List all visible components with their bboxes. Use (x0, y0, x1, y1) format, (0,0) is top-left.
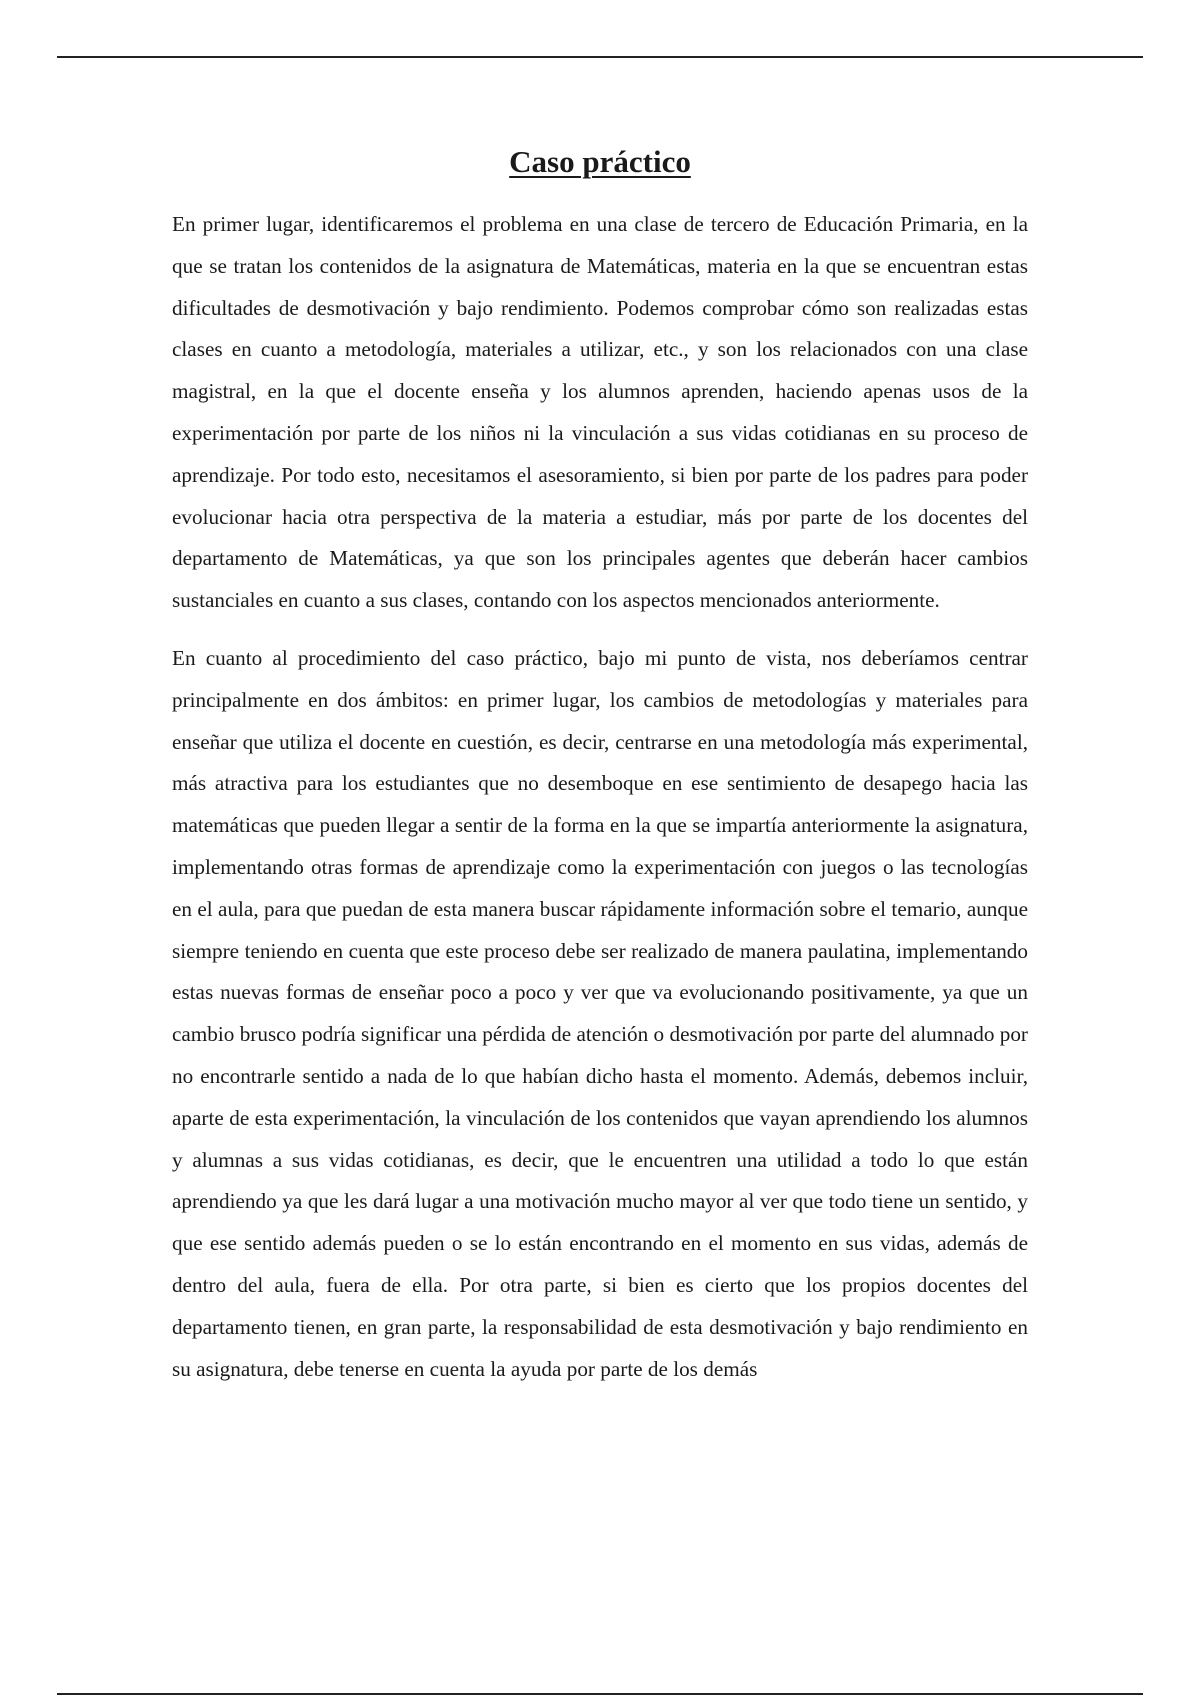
paragraph-2: En cuanto al procedimiento del caso práctico, bajo mi punto de vista, nos deberíamos centrar principalmente en dos ámbitos: en primer lugar, los cambios de metodologías y materiales para enseñar que utiliza el docente en cuestión, es decir, centrarse en una metodología más experimental, más atractiva para los estudiantes que no desemboque en ese sentimiento de desapego hacia las matemáticas que pueden llegar a sentir de la forma en la que se impartía anteriormente la asignatura, implementando otras formas de aprendizaje como la experimentación con juegos o las tecnologías en el aula, para que puedan de esta manera buscar rápidamente información sobre el temario, aunque siempre teniendo en cuenta que este proceso debe ser realizado de manera paulatina, implementando estas nuevas formas de enseñar poco a poco y ver que va evolucionando positivamente, ya que un cambio brusco podría significar una pérdida de atención o desmotivación por parte del alumnado por no encontrarle sentido a nada de lo que habían dicho hasta el momento. Además, debemos incluir, aparte de esta experimentación, la vinculación de los contenidos que vayan aprendiendo los alumnos y alumnas a sus vidas cotidianas, es decir, que le encuentren una utilidad a todo lo que están aprendiendo ya que les dará lugar a una motivación mucho mayor al ver que todo tiene un sentido, y que ese sentido además pueden o se lo están encontrando en el momento en sus vidas, además de dentro del aula, fuera de ella. Por otra parte, si bien es cierto que los propios docentes del departamento tienen, en gran parte, la responsabilidad de esta desmotivación y bajo rendimiento en su asignatura, debe tenerse en cuenta la ayuda por parte de los demás (172, 645, 1028, 1381)
footer-rule (57, 1693, 1143, 1695)
paragraph-1: En primer lugar, identificaremos el problema en una clase de tercero de Educación Primaria, en la que se tratan los contenidos de la asignatura de Matemáticas, materia en la que se encuentran estas dificultades de desmotivación y bajo rendimiento. Podemos comprobar cómo son realizadas estas clases en cuanto a metodología, materiales a utilizar, etc., y son los relacionados con una clase magistral, en la que el docente enseña y los alumnos aprenden, haciendo apenas usos de la experimentación por parte de los niños ni la vinculación a sus vidas cotidianas en su proceso de aprendizaje. Por todo esto, necesitamos el asesoramiento, si bien por parte de los padres para poder evolucionar hacia otra perspectiva de la materia a estudiar, más por parte de los docentes del departamento de Matemáticas, ya que son los principales agentes que deberán hacer cambios sustanciales en cuanto a sus clases, contando con los aspectos mencionados anteriormente. (172, 212, 1028, 613)
page-title: Caso práctico (509, 144, 691, 179)
header-rule (57, 56, 1143, 58)
page-body (172, 140, 1028, 1406)
